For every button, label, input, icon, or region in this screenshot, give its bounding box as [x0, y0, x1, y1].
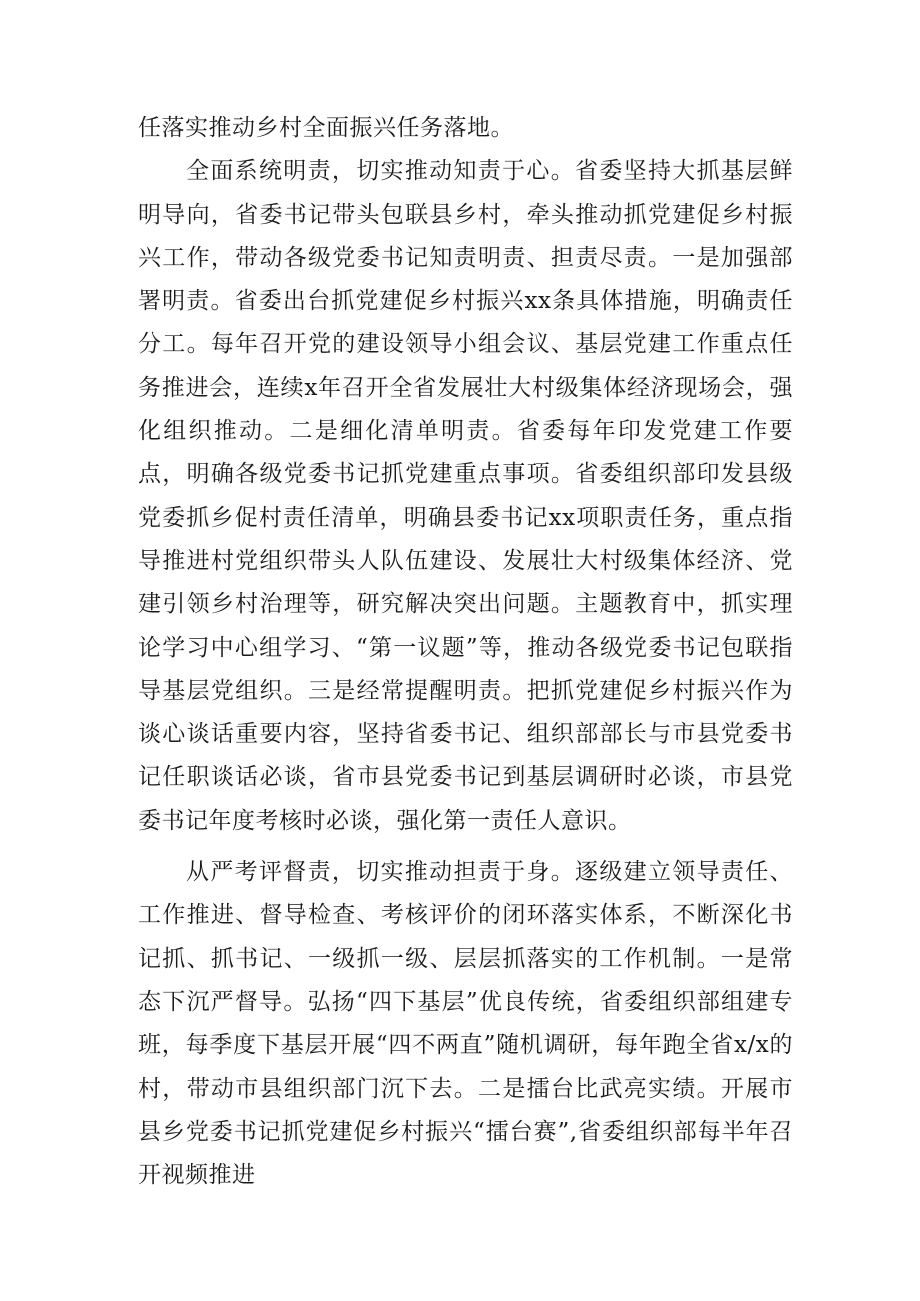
paragraph-continuation: 任落实推动乡村全面振兴任务落地。	[138, 115, 514, 141]
paragraph-supervise-responsibility: 从严考评督责，切实推动担责于身。逐级建立领导责任、工作推进、督导检查、考核评价的闭环落实体系，不断深化书记抓、抓书记、一级抓一级、层层抓落实的工作机制。一是常态下沉严督导。弘扬“四下基层”优良传统，省委组织部组建专班，每季度下基层开展“四不两直”随机调研，每年跑全省x/x的村，带动市县组织部门沉下去。二是擂台比武亮实绩。开展市县乡党委书记抓党建促乡村振兴“擂台赛”,省委组织部每半年召开视频推进	[138, 859, 793, 1189]
document-page	[138, 107, 793, 1197]
paragraph-clarify-responsibility: 全面系统明责，切实推动知责于心。省委坚持大抓基层鲜明导向，省委书记带头包联县乡村，牵头推动抓党建促乡村振兴工作，带动各级党委书记知责明责、担责尽责。一是加强部署明责。省委出台抓党建促乡村振兴xx条具体措施，明确责任分工。每年召开党的建设领导小组会议、基层党建工作重点任务推进会，连续x年召开全省发展壮大村级集体经济现场会，强化组织推动。二是细化清单明责。省委每年印发党建工作要点，明确各级党委书记抓党建重点事项。省委组织部印发县级党委抓乡促村责任清单，明确县委书记xx项职责任务，重点指导推进村党组织带头人队伍建设、发展壮大村级集体经济、党建引领乡村治理等，研究解决突出问题。主题教育中，抓实理论学习中心组学习、“第一议题”等，推动各级党委书记包联指导基层党组织。三是经常提醒明责。把抓党建促乡村振兴作为谈心谈话重要内容，坚持省委书记、组织部部长与市县党委书记任职谈话必谈，省市县党委书记到基层调研时必谈，市县党委书记年度考核时必谈，强化第一责任人意识。	[138, 158, 793, 834]
